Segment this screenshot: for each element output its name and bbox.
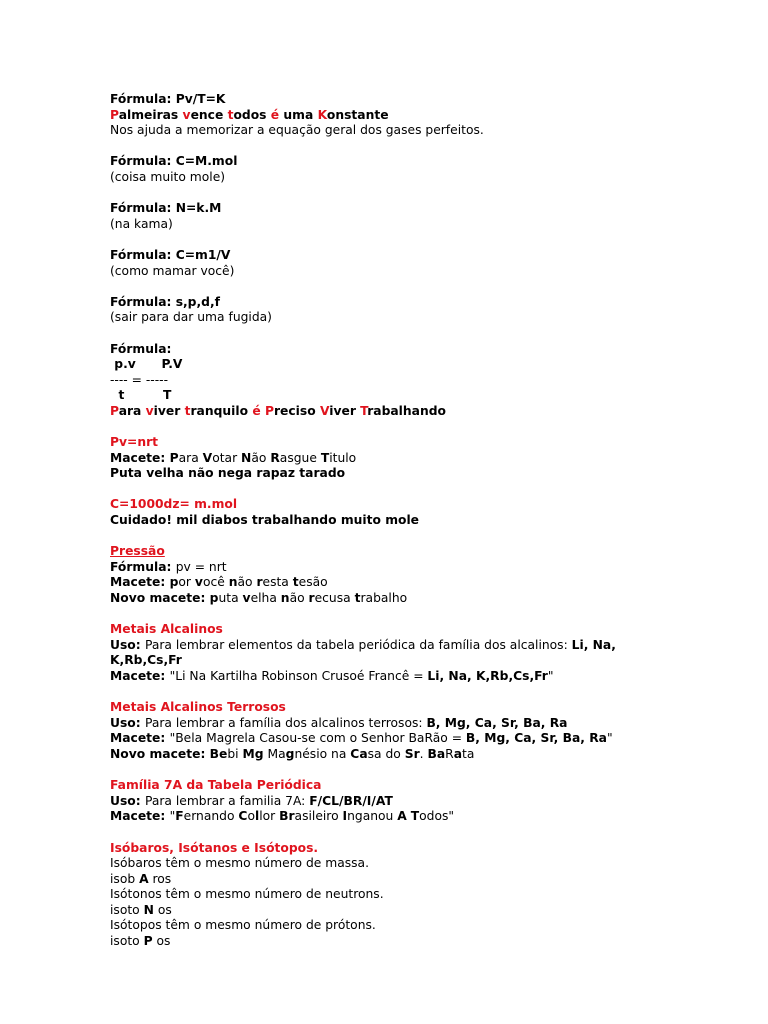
text-line — [110, 123, 748, 139]
text-segment: ta — [462, 746, 475, 761]
text-segment: nésio na — [294, 746, 351, 761]
text-segment: r — [308, 591, 315, 605]
text-line — [110, 404, 748, 420]
block-isobaros — [110, 841, 748, 950]
text-segment: Para lembrar elementos da tabela periódica da família dos alcalinos: — [144, 637, 572, 652]
text-segment: I — [342, 809, 348, 824]
block-metais-alcalinos — [110, 622, 748, 684]
text-line — [110, 217, 748, 233]
text-segment: Macete: — [110, 668, 170, 683]
text-segment: o — [247, 809, 255, 824]
text-segment: P — [143, 934, 153, 949]
text-line — [110, 856, 748, 872]
text-segment: V — [202, 450, 213, 465]
text-segment: ence — [190, 107, 228, 122]
block-heading-line — [110, 778, 748, 794]
text-segment: Puta velha não nega rapaz tarado — [110, 466, 346, 481]
text-segment: isoto — [110, 934, 144, 949]
text-segment: R — [445, 746, 454, 761]
highlight-text: é — [252, 403, 261, 418]
block-heading-line — [110, 201, 748, 217]
block-heading-line — [110, 544, 748, 560]
highlight-text: C=1000dz= m.mol — [110, 497, 238, 512]
text-segment: Isótopos têm o mesmo número de prótons. — [110, 918, 376, 933]
text-segment: " — [547, 668, 554, 683]
block-pressao — [110, 544, 748, 606]
highlight-text: v — [182, 107, 191, 122]
text-line — [110, 575, 748, 591]
text-line — [110, 903, 748, 919]
text-line — [110, 310, 748, 326]
text-segment: Ca — [350, 746, 368, 761]
text-line — [110, 638, 748, 654]
text-segment: asileiro — [294, 809, 343, 824]
text-line — [110, 451, 748, 467]
text-segment: n — [228, 575, 238, 590]
block-heading-line — [110, 154, 748, 170]
text-segment: os — [152, 934, 171, 949]
text-segment: reciso — [273, 403, 320, 418]
text-segment: Macete: — [110, 809, 170, 824]
block-heading-line — [110, 622, 748, 638]
block-pv-nrt — [110, 435, 748, 482]
text-segment: Sr — [404, 746, 420, 761]
spacer — [110, 419, 748, 435]
text-line — [110, 170, 748, 186]
text-segment: "Li Na Kartilha Robinson Crusoé Francê = — [169, 668, 428, 683]
block-heading-line — [110, 700, 748, 716]
text-segment: Ba — [427, 746, 446, 761]
text-line — [110, 872, 748, 888]
text-segment: ara — [178, 450, 203, 465]
highlight-text: P — [110, 403, 119, 418]
text-segment: Be — [209, 746, 228, 761]
text-segment: Fórmula: C=M.mol — [110, 154, 238, 169]
block-c-1000dz — [110, 497, 748, 528]
text-segment: Para lembrar a família dos alcalinos terrosos: — [144, 715, 427, 730]
text-segment: " — [169, 809, 176, 824]
text-segment: ---- = ----- — [110, 372, 169, 387]
block-heading-line — [110, 92, 748, 108]
text-line — [110, 731, 748, 747]
highlight-text: v — [145, 403, 154, 418]
text-segment: p — [209, 591, 219, 605]
block-heading-line — [110, 497, 748, 513]
block-n-k-m — [110, 201, 748, 232]
text-segment: r — [256, 575, 263, 590]
text-segment: ão — [251, 450, 271, 465]
text-segment: ernando — [183, 809, 239, 824]
highlight-text: Pv=nrt — [110, 435, 159, 450]
text-segment: l — [254, 809, 260, 824]
text-segment: esão — [298, 575, 328, 590]
text-line — [110, 373, 748, 389]
text-segment: Fórmula: — [110, 559, 176, 574]
text-line — [110, 513, 748, 529]
text-segment: F/CL/BR/I/AT — [309, 793, 393, 808]
text-segment: odos" — [419, 809, 455, 824]
text-segment: T — [320, 450, 330, 465]
text-segment: B, Mg, Ca, Sr, Ba, Ra — [465, 731, 607, 746]
block-heading-line — [110, 435, 748, 451]
text-segment: ara — [118, 403, 146, 418]
text-segment: almeiras — [118, 107, 183, 122]
spacer — [110, 607, 748, 623]
block-pv-t — [110, 92, 748, 139]
text-segment: t T — [110, 388, 172, 403]
highlight-text: K — [317, 107, 327, 122]
text-line — [110, 716, 748, 732]
highlight-text: T — [360, 403, 368, 418]
text-segment: Macete: — [110, 731, 170, 746]
text-segment: p.v P.V — [110, 357, 183, 372]
text-line — [110, 264, 748, 280]
spacer — [110, 279, 748, 295]
text-segment: A — [139, 871, 149, 886]
block-spdf — [110, 295, 748, 326]
text-segment: Fórmula: N=k.M — [110, 201, 222, 216]
block-heading-line — [110, 841, 748, 857]
highlight-text: t — [184, 403, 191, 418]
spacer — [110, 825, 748, 841]
text-segment: Uso: — [110, 715, 145, 730]
text-line — [110, 388, 748, 404]
text-segment: sa do — [367, 746, 405, 761]
text-segment: ão — [237, 575, 257, 590]
spacer — [110, 763, 748, 779]
text-segment: (como mamar você) — [110, 263, 235, 278]
spacer — [110, 529, 748, 545]
text-segment: iver — [153, 403, 185, 418]
spacer — [110, 326, 748, 342]
text-line — [110, 747, 748, 763]
text-segment: t — [292, 575, 299, 590]
text-segment: ocê — [202, 575, 229, 590]
text-segment: odos — [233, 107, 271, 122]
text-line — [110, 653, 748, 669]
highlight-text: t — [227, 107, 234, 122]
text-segment: F — [175, 809, 184, 824]
text-segment: elha — [250, 591, 281, 605]
text-line — [110, 918, 748, 934]
highlight-text: Isóbaros, Isótanos e Isótopos. — [110, 840, 319, 855]
block-alcalinos-terrosos — [110, 700, 748, 762]
text-line — [110, 809, 748, 825]
text-line — [110, 794, 748, 810]
text-segment: Novo macete: — [110, 591, 210, 605]
text-segment: or — [178, 575, 195, 590]
text-segment: ros — [148, 871, 172, 886]
text-segment: otar — [212, 450, 242, 465]
spacer — [110, 186, 748, 202]
text-segment: A — [397, 809, 407, 824]
spacer — [110, 139, 748, 155]
text-segment: Macete: — [110, 450, 170, 465]
text-segment: (sair para dar uma fugida) — [110, 310, 272, 325]
text-segment: rabalhando — [367, 403, 446, 418]
text-segment: n — [280, 591, 290, 605]
text-segment: iver — [329, 403, 361, 418]
text-line — [110, 466, 748, 482]
text-segment: Li, Na, K,Rb,Cs,Fr — [427, 668, 548, 683]
text-segment: Macete: — [110, 575, 170, 590]
text-segment: a — [453, 746, 462, 761]
text-segment: v — [194, 575, 203, 590]
text-line — [110, 108, 748, 124]
text-segment: (na kama) — [110, 216, 173, 231]
text-segment: isoto — [110, 902, 144, 917]
text-segment: Nos ajuda a memorizar a equação geral dos gases perfeitos. — [110, 123, 484, 138]
highlight-text: é — [270, 107, 280, 122]
text-segment: itulo — [329, 450, 357, 465]
text-segment: (coisa muito mole) — [110, 169, 226, 184]
text-segment: rabalho — [360, 591, 408, 605]
text-segment: lor — [259, 809, 280, 824]
text-segment: pv = nrt — [175, 559, 227, 574]
text-segment: g — [285, 746, 295, 761]
block-c-m-mol — [110, 154, 748, 185]
text-segment: " — [606, 731, 613, 746]
text-line — [110, 357, 748, 373]
highlight-text: Família 7A da Tabela Periódica — [110, 778, 322, 793]
text-segment: Ma — [263, 746, 286, 761]
highlight-text: P — [110, 107, 119, 122]
text-segment: uma — [279, 107, 318, 122]
spacer — [110, 482, 748, 498]
text-segment: R — [270, 450, 280, 465]
spacer — [110, 232, 748, 248]
block-familia-7a — [110, 778, 748, 825]
text-line — [110, 934, 748, 950]
highlight-text: Pressão — [110, 544, 165, 559]
text-segment: t — [354, 591, 361, 605]
highlight-text: Metais Alcalinos Terrosos — [110, 700, 286, 715]
text-segment: Br — [279, 809, 295, 824]
text-segment: p — [169, 575, 179, 590]
spacer — [110, 685, 748, 701]
highlight-text: P — [264, 403, 274, 418]
text-segment: "Bela Magrela Casou-se com o Senhor BaRão = — [169, 731, 466, 746]
text-segment: Uso: — [110, 793, 145, 808]
text-line — [110, 591, 748, 607]
text-line — [110, 887, 748, 903]
text-segment: Fórmula: — [110, 341, 172, 356]
text-segment: asgue — [279, 450, 321, 465]
text-segment: Fórmula: Pv/T=K — [110, 92, 226, 106]
highlight-text: V — [319, 403, 330, 418]
text-segment: ão — [289, 591, 309, 605]
block-heading-line — [110, 248, 748, 264]
block-heading-line — [110, 295, 748, 311]
text-segment: v — [242, 591, 251, 605]
text-segment: Uso: — [110, 637, 145, 652]
text-line — [110, 669, 748, 685]
text-segment: C — [238, 809, 248, 824]
text-segment: K,Rb,Cs,Fr — [110, 653, 182, 668]
text-segment: B, Mg, Ca, Sr, Ba, Ra — [426, 715, 568, 730]
text-segment: isob — [110, 871, 140, 886]
text-segment: ranquilo — [190, 403, 253, 418]
text-segment: esta — [262, 575, 293, 590]
text-segment: uta — [218, 591, 243, 605]
block-c-m1-v — [110, 248, 748, 279]
text-segment: bi — [227, 746, 243, 761]
text-segment: T — [410, 809, 420, 824]
text-segment: onstante — [326, 107, 389, 122]
block-heading-line — [110, 342, 748, 358]
text-segment: Mg — [242, 746, 264, 761]
text-line — [110, 560, 748, 576]
text-segment: Fórmula: C=m1/V — [110, 247, 231, 262]
text-segment: Novo macete: — [110, 746, 210, 761]
text-segment: Para lembrar a familia 7A: — [144, 793, 310, 808]
block-pv-t-fraction — [110, 342, 748, 420]
text-segment: Cuidado! mil diabos trabalhando muito mole — [110, 513, 420, 528]
text-segment: os — [153, 902, 172, 917]
highlight-text: Metais Alcalinos — [110, 622, 223, 637]
text-segment: ecusa — [314, 591, 355, 605]
text-segment: Isótonos têm o mesmo número de neutrons. — [110, 887, 384, 902]
text-segment: Fórmula: s,p,d,f — [110, 294, 220, 309]
text-segment: nganou — [347, 809, 398, 824]
text-segment: Isóbaros têm o mesmo número de massa. — [110, 856, 369, 871]
text-segment: Li, Na, — [571, 637, 616, 652]
text-segment: . — [419, 746, 428, 761]
text-segment: N — [143, 902, 154, 917]
text-segment: P — [169, 450, 179, 465]
text-segment: N — [241, 450, 252, 465]
